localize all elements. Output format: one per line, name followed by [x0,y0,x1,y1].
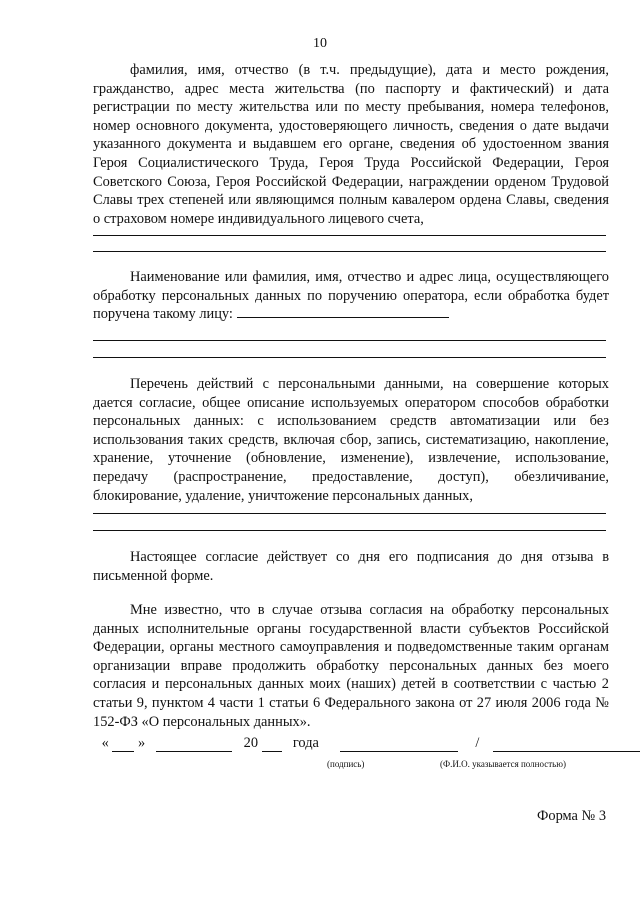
signature-field[interactable] [340,737,458,752]
processor-name-paragraph [93,268,609,324]
year-prefix: 20 [243,735,259,751]
fill-line[interactable] [93,235,606,236]
full-name-caption: (Ф.И.О. указывается полностью) [440,759,566,769]
paragraph-5-text: Мне известно, что в случае отзыва согласия на обработку персональных данных исполнительные органы государственной власти субъектов Российской Федерации, органы местного самоуправления и подведомственные таким органам организации вправе продолжить обработку персональных данных без моего согласия и персональных данных моих (наших) детей в соответствии с частью 2 статьи 9, пунктом 4 части 1 статьи 6 Федерального закона от 27 июля 2006 года № 152-ФЗ «О персональных данных». [93,602,609,730]
full-name-field[interactable] [493,737,640,752]
paragraph-3-text: Перечень действий с персональными данными, на совершение которых дается согласие, общее описание используемых оператором способов обработки персональных данных: с использованием средств автоматизации или без использования таких средств, включая сбор, запись, систематизацию, накопление, хранение, уточнение (обновление, изменение), извлечение, использование, передачу (распространение, предоставление, доступ), обезличивание, блокирование, удаление, уничтожение персональных данных, [93,376,609,504]
paragraph-4-text: Настоящее согласие действует со дня его подписания до дня отзыва в письменной форме. [93,549,609,584]
quote-close: » [138,735,146,751]
month-field[interactable] [156,737,232,752]
form-number: Форма № 3 [537,808,607,824]
fill-line[interactable] [93,357,606,358]
signature-caption: (подпись) [327,759,365,769]
signature-line [93,735,613,757]
processor-name-field[interactable] [237,305,449,318]
fill-line[interactable] [93,340,606,341]
validity-paragraph [93,548,609,585]
paragraph-2-text: Наименование или фамилия, имя, отчество и адрес лица, осуществляющего обработку персональных данных по поручению оператора, если обработка будет поручена такому лицу: [93,269,609,323]
slash: / [475,735,480,751]
fill-line[interactable] [93,530,606,531]
day-field[interactable] [112,737,134,752]
year-suffix: года [292,735,319,751]
personal-data-list-paragraph [93,61,609,228]
actions-list-paragraph [93,375,609,505]
withdrawal-paragraph [93,601,609,731]
paragraph-1-text: фамилия, имя, отчество (в т.ч. предыдущие), дата и место рождения, гражданство, адрес места жительства (по паспорту и фактический) и дата регистрации по месту жительства или по месту пребывания, номера телефонов, номер основного документа, удостоверяющего личность, сведения о дате выдачи указанного документа и выдавшем его органе, сведения об удостоенном звания Героя Социалистического Труда, Героя Труда Российской Федерации, Героя Советского Союза, Героя Российской Федерации, награждении орденом Трудовой Славы трех степеней или являющимся полным кавалером ордена Славы, сведения о страховом номере индивидуального лицевого счета, [93,62,609,227]
fill-line[interactable] [93,251,606,252]
year-field[interactable] [262,737,282,752]
page-number: 10 [313,36,327,51]
fill-line[interactable] [93,513,606,514]
quote-open: « [101,735,109,751]
